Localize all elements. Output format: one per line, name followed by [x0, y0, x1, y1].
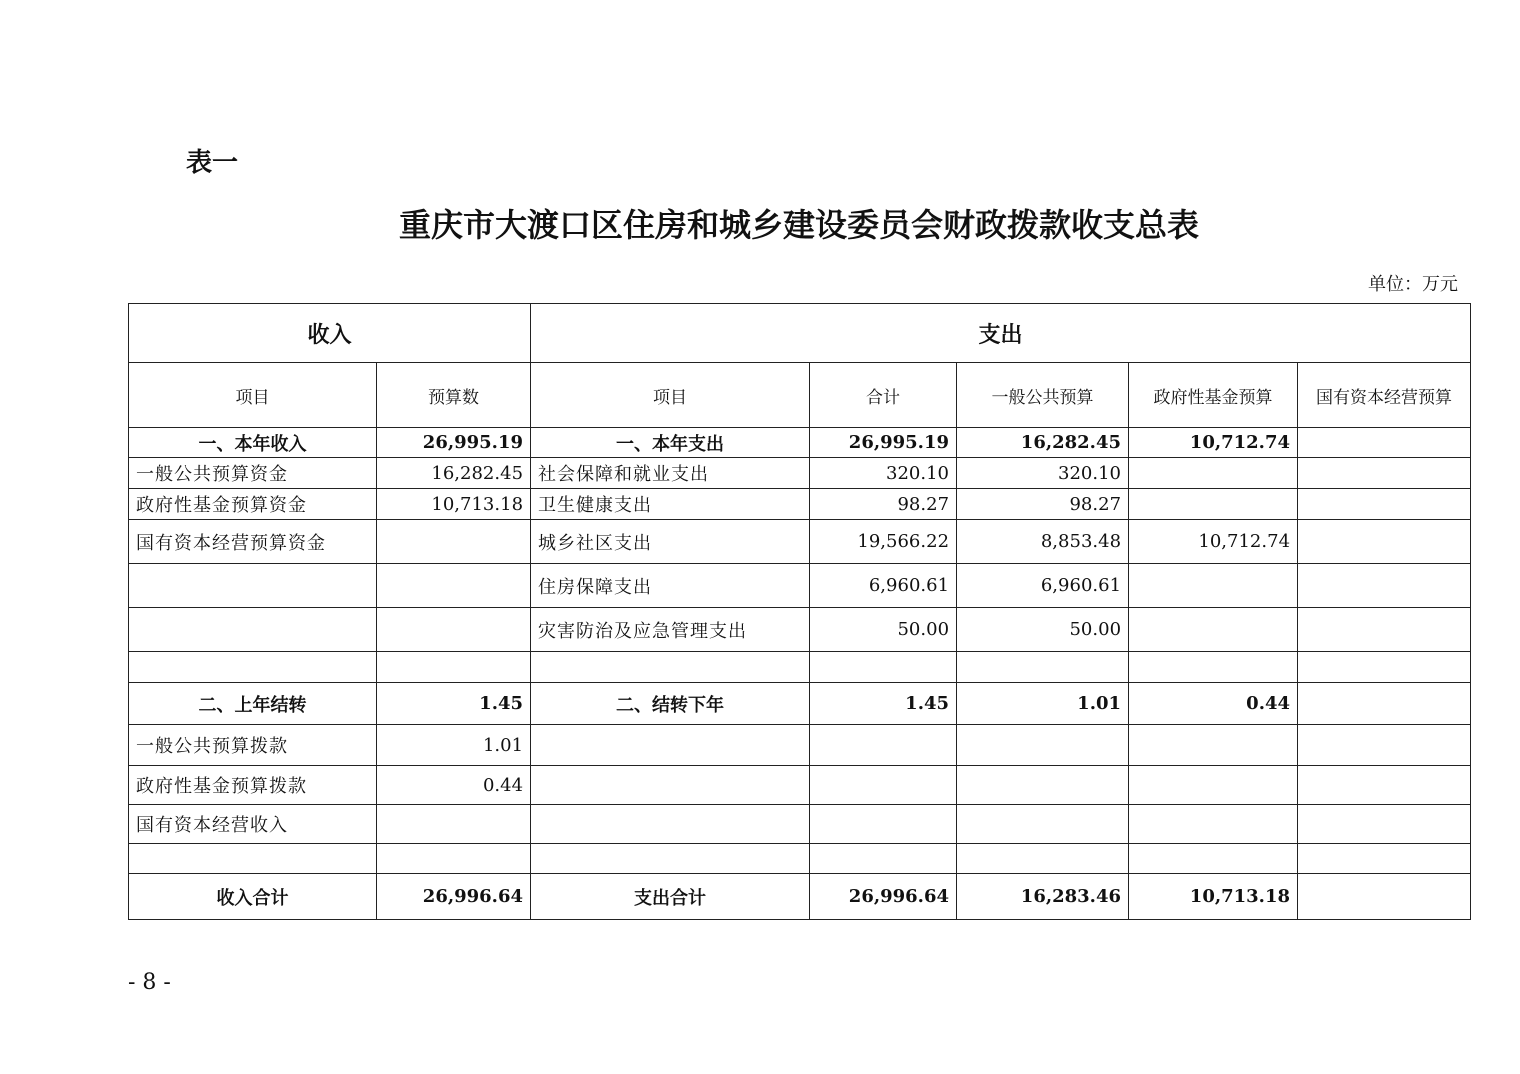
- table-row: [129, 766, 1471, 805]
- col-header-income-budget: 预算数: [377, 363, 531, 428]
- gov-fund-cell: [1129, 458, 1298, 489]
- table-row: [129, 489, 1471, 520]
- col-header-expense-item: 项目: [531, 363, 810, 428]
- general-public-cell: 16,283.46: [957, 874, 1129, 920]
- general-public-cell: [957, 844, 1129, 874]
- general-public-cell: 50.00: [957, 608, 1129, 652]
- expense-item-cell: [531, 844, 810, 874]
- income-budget-cell: 0.44: [377, 766, 531, 805]
- expense-group-header: 支出: [531, 304, 1471, 363]
- income-item-cell: [129, 844, 377, 874]
- state-capital-cell: [1298, 805, 1471, 844]
- general-public-cell: 1.01: [957, 683, 1129, 725]
- state-capital-cell: [1298, 428, 1471, 458]
- total-cell: [810, 766, 957, 805]
- state-capital-cell: [1298, 874, 1471, 920]
- gov-fund-cell: [1129, 766, 1298, 805]
- table-row: [129, 805, 1471, 844]
- expense-item-cell: [531, 725, 810, 766]
- total-cell: 19,566.22: [810, 520, 957, 564]
- gov-fund-cell: [1129, 564, 1298, 608]
- state-capital-cell: [1298, 564, 1471, 608]
- expense-item-cell: 灾害防治及应急管理支出: [531, 608, 810, 652]
- gov-fund-cell: [1129, 805, 1298, 844]
- income-group-header: 收入: [129, 304, 531, 363]
- col-header-general-public: 一般公共预算: [957, 363, 1129, 428]
- income-budget-cell: 10,713.18: [377, 489, 531, 520]
- table-body: [129, 428, 1471, 920]
- expense-item-cell: 卫生健康支出: [531, 489, 810, 520]
- income-budget-cell: [377, 652, 531, 683]
- income-item-cell: [129, 608, 377, 652]
- expense-item-cell: 城乡社区支出: [531, 520, 810, 564]
- table-row: [129, 683, 1471, 725]
- expense-item-cell: 住房保障支出: [531, 564, 810, 608]
- general-public-cell: [957, 652, 1129, 683]
- state-capital-cell: [1298, 489, 1471, 520]
- general-public-cell: 6,960.61: [957, 564, 1129, 608]
- expense-item-cell: [531, 805, 810, 844]
- general-public-cell: [957, 766, 1129, 805]
- table-row: [129, 428, 1471, 458]
- income-item-cell: [129, 652, 377, 683]
- general-public-cell: 8,853.48: [957, 520, 1129, 564]
- total-cell: [810, 844, 957, 874]
- general-public-cell: [957, 725, 1129, 766]
- total-cell: 50.00: [810, 608, 957, 652]
- gov-fund-cell: 10,712.74: [1129, 428, 1298, 458]
- col-header-state-capital: 国有资本经营预算: [1298, 363, 1471, 428]
- expense-item-cell: 一、本年支出: [531, 428, 810, 458]
- general-public-cell: 320.10: [957, 458, 1129, 489]
- state-capital-cell: [1298, 725, 1471, 766]
- total-cell: [810, 652, 957, 683]
- total-cell: 26,996.64: [810, 874, 957, 920]
- gov-fund-cell: 10,712.74: [1129, 520, 1298, 564]
- table-row: [129, 520, 1471, 564]
- gov-fund-cell: [1129, 725, 1298, 766]
- income-budget-cell: 1.45: [377, 683, 531, 725]
- total-cell: 6,960.61: [810, 564, 957, 608]
- expense-item-cell: [531, 766, 810, 805]
- income-item-cell: 国有资本经营预算资金: [129, 520, 377, 564]
- total-cell: 1.45: [810, 683, 957, 725]
- expense-item-cell: [531, 652, 810, 683]
- income-item-cell: 一、本年收入: [129, 428, 377, 458]
- income-budget-cell: 26,996.64: [377, 874, 531, 920]
- budget-summary-table: [128, 303, 1471, 920]
- table-group-header-row: [129, 304, 1471, 363]
- income-budget-cell: 26,995.19: [377, 428, 531, 458]
- table-row: [129, 458, 1471, 489]
- general-public-cell: [957, 805, 1129, 844]
- income-budget-cell: [377, 805, 531, 844]
- income-item-cell: [129, 564, 377, 608]
- state-capital-cell: [1298, 458, 1471, 489]
- general-public-cell: 16,282.45: [957, 428, 1129, 458]
- state-capital-cell: [1298, 844, 1471, 874]
- income-item-cell: 二、上年结转: [129, 683, 377, 725]
- income-item-cell: 一般公共预算拨款: [129, 725, 377, 766]
- gov-fund-cell: 10,713.18: [1129, 874, 1298, 920]
- table-row: [129, 874, 1471, 920]
- gov-fund-cell: [1129, 608, 1298, 652]
- gov-fund-cell: [1129, 844, 1298, 874]
- income-item-cell: 收入合计: [129, 874, 377, 920]
- total-cell: 26,995.19: [810, 428, 957, 458]
- expense-item-cell: 社会保障和就业支出: [531, 458, 810, 489]
- gov-fund-cell: [1129, 652, 1298, 683]
- table-column-header-row: [129, 363, 1471, 428]
- total-cell: [810, 805, 957, 844]
- document-title: 重庆市大渡口区住房和城乡建设委员会财政拨款收支总表: [398, 206, 1199, 244]
- general-public-cell: 98.27: [957, 489, 1129, 520]
- state-capital-cell: [1298, 683, 1471, 725]
- state-capital-cell: [1298, 608, 1471, 652]
- expense-item-cell: 支出合计: [531, 874, 810, 920]
- total-cell: 98.27: [810, 489, 957, 520]
- col-header-gov-fund: 政府性基金预算: [1129, 363, 1298, 428]
- gov-fund-cell: 0.44: [1129, 683, 1298, 725]
- income-item-cell: 政府性基金预算拨款: [129, 766, 377, 805]
- table-row: [129, 564, 1471, 608]
- income-budget-cell: 16,282.45: [377, 458, 531, 489]
- income-item-cell: 一般公共预算资金: [129, 458, 377, 489]
- total-cell: [810, 725, 957, 766]
- income-budget-cell: [377, 844, 531, 874]
- income-budget-cell: [377, 564, 531, 608]
- state-capital-cell: [1298, 766, 1471, 805]
- income-item-cell: 政府性基金预算资金: [129, 489, 377, 520]
- income-budget-cell: 1.01: [377, 725, 531, 766]
- page-number: - 8 -: [128, 970, 171, 995]
- expense-item-cell: 二、结转下年: [531, 683, 810, 725]
- col-header-total: 合计: [810, 363, 957, 428]
- unit-label: 单位：万元: [1368, 274, 1458, 295]
- table-row: [129, 608, 1471, 652]
- table-row: [129, 652, 1471, 683]
- col-header-income-item: 项目: [129, 363, 377, 428]
- table-row: [129, 725, 1471, 766]
- state-capital-cell: [1298, 652, 1471, 683]
- income-budget-cell: [377, 520, 531, 564]
- table-number-label: 表一: [186, 148, 239, 178]
- income-item-cell: 国有资本经营收入: [129, 805, 377, 844]
- total-cell: 320.10: [810, 458, 957, 489]
- table-row: [129, 844, 1471, 874]
- income-budget-cell: [377, 608, 531, 652]
- state-capital-cell: [1298, 520, 1471, 564]
- gov-fund-cell: [1129, 489, 1298, 520]
